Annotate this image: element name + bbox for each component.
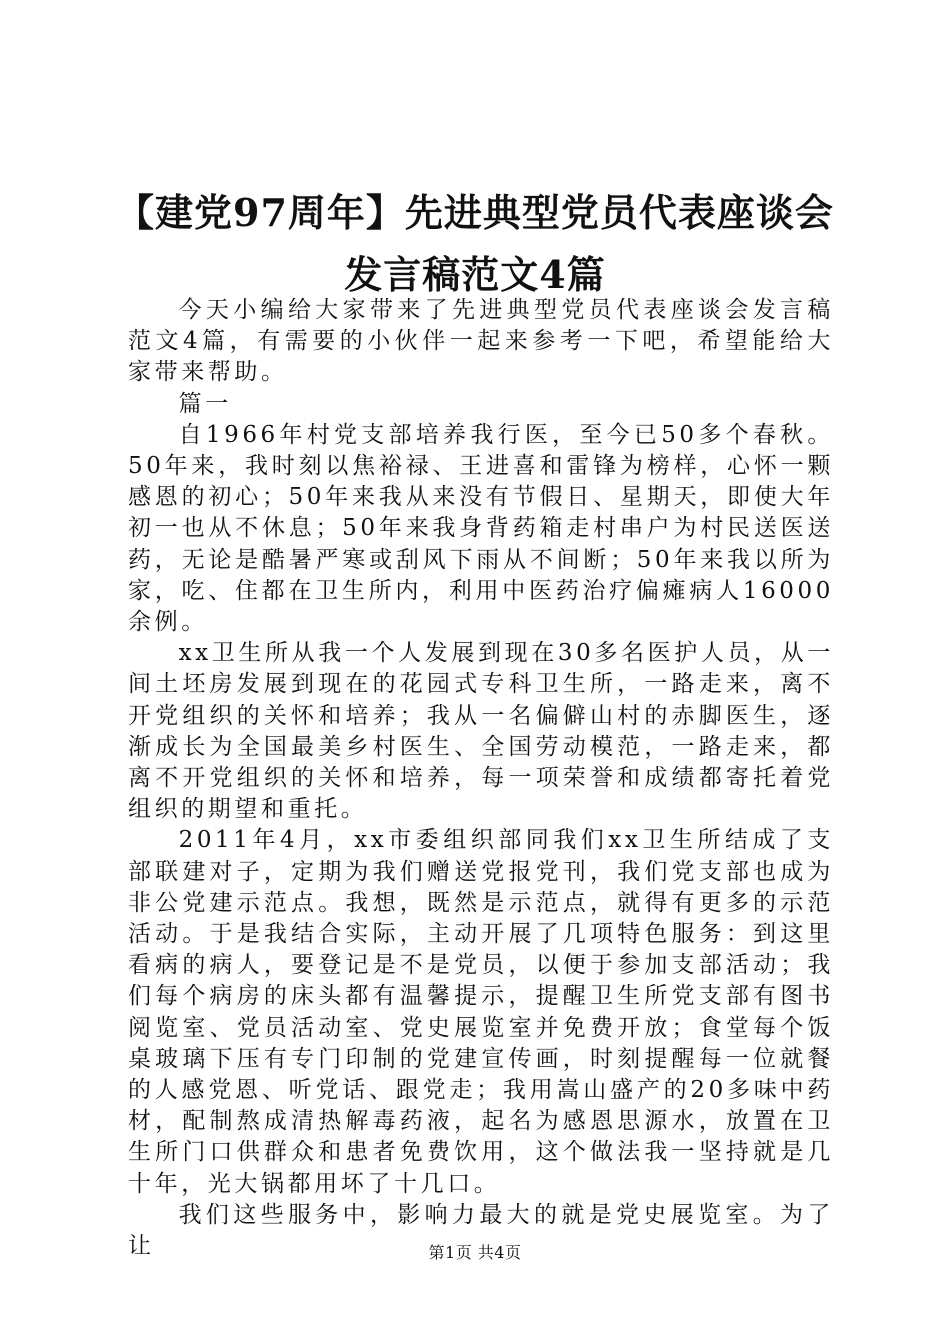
document-title: 【建党97周年】先进典型党员代表座谈会发言稿范文4篇 — [116, 190, 834, 297]
body-paragraph: 自1966年村党支部培养我行医，至今已50多个春秋。50年来，我时刻以焦裕禄、王进喜和雷锋为榜样，心怀一颗感恩的初心；50年来我从来没有节假日、星期天，即使大年初一也从不休息；50年来我身背药箱走村串户为村民送医送药，无论是酷暑严寒或刮风下雨从不间断；50年来我以所为家，吃、住都在卫生所内，利用中医药治疗偏瘫病人16000余例。 — [128, 421, 834, 636]
body-paragraph: xx卫生所从我一个人发展到现在30多名医护人员，从一间土坯房发展到现在的花园式专科卫生所，一路走来，离不开党组织的关怀和培养；我从一名偏僻山村的赤脚医生，逐渐成长为全国最美乡村医生、全国劳动模范，一路走来，都离不开党组织的关怀和培养，每一项荣誉和成绩都寄托着党组织的期望和重托。 — [128, 640, 834, 823]
document-body — [128, 295, 834, 1262]
intro-paragraph: 今天小编给大家带来了先进典型党员代表座谈会发言稿范文4篇，有需要的小伙伴一起来参考一下吧，希望能给大家带来帮助。 — [128, 297, 834, 386]
section-heading: 篇一 — [178, 390, 232, 417]
body-paragraph: 2011年4月，xx市委组织部同我们xx卫生所结成了支部联建对子，定期为我们赠送党报党刊，我们党支部也成为非公党建示范点。我想，既然是示范点，就得有更多的示范活动。于是我结合实际，主动开展了几项特色服务：到这里看病的病人，要登记是不是党员，以便于参加支部活动；我们每个病房的床头都有温馨提示，提醒卫生所党支部有图书阅览室、党员活动室、党史展览室并免费开放；食堂每个饭桌玻璃下压有专门印制的党建宣传画，时刻提醒每一位就餐的人感党恩、听党话、跟党走；我用嵩山盛产的20多味中药材，配制熬成清热解毒药液，起名为感恩思源水，放置在卫生所门口供群众和患者免费饮用，这个做法我一坚持就是几十年，光大锅都用坏了十几口。 — [128, 827, 834, 1197]
page-footer: 第1页 共4页 — [428, 1243, 522, 1262]
body-paragraph: 我们这些服务中，影响力最大的就是党史展览室。为了让 — [128, 1201, 834, 1260]
